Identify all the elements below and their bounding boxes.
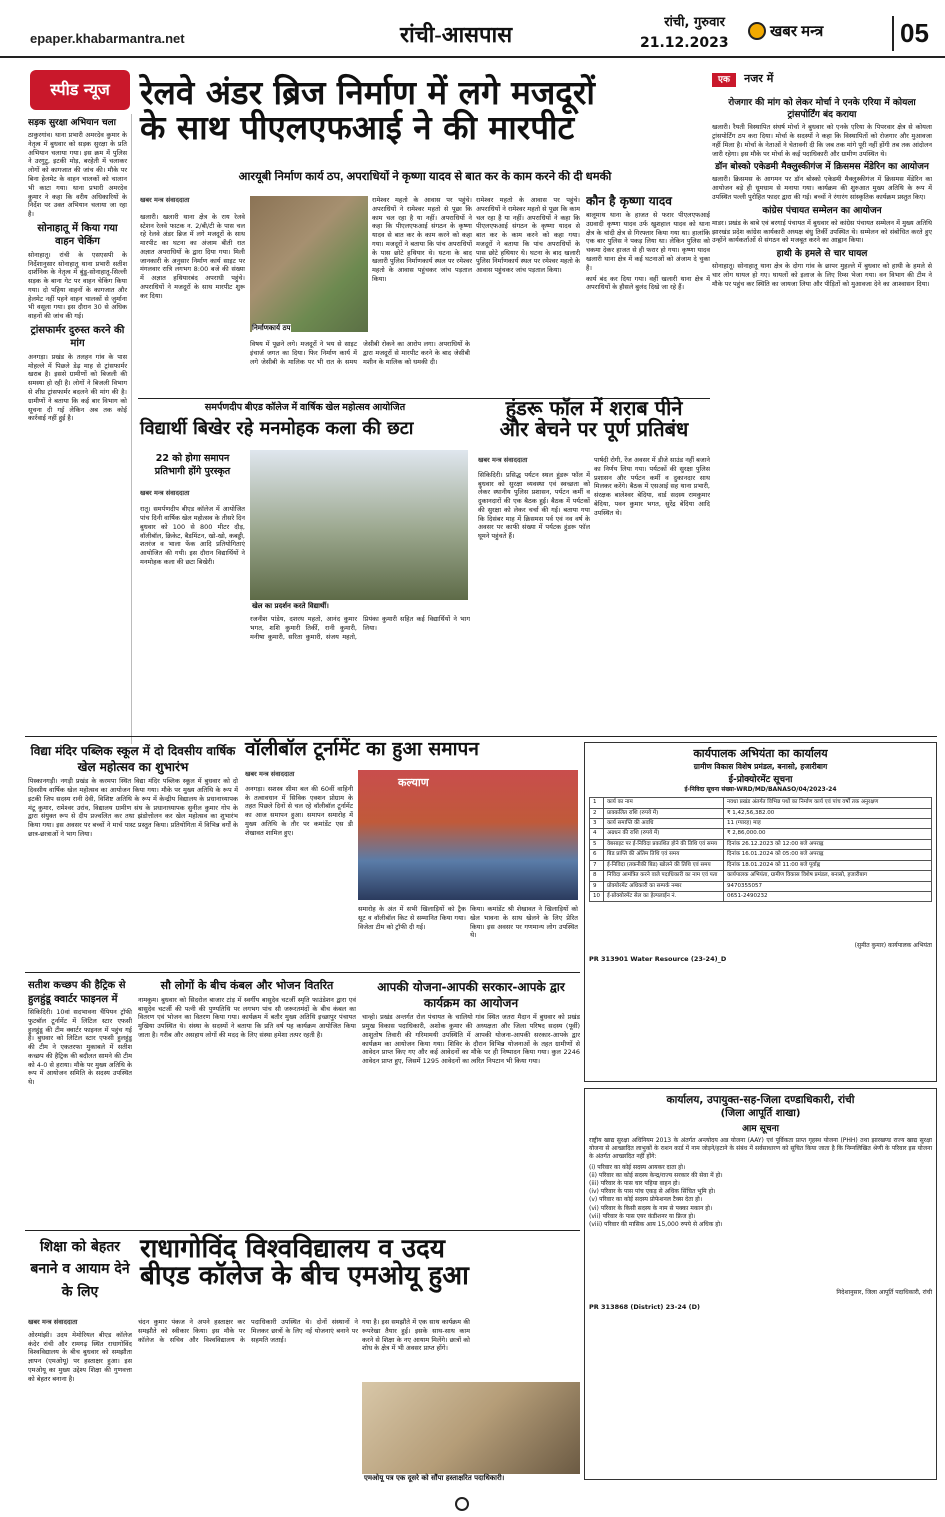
food-list-item: (iii) परिवार के पास चार पहिया वाहन हो। xyxy=(589,1180,680,1188)
lead-col3 xyxy=(372,196,472,346)
story-text: नामकुम। बुधवार को सिदरोल बाजार टांड़ में स्वर्गीय बासुदेव चटर्जी स्मृति फाउंडेशन द्वारा एवं बासुदेव चटर्जी की पत्नी की पुण्यतिथि पर लगभग पांच सौ जरूरतमंदों के बीच कंबल का वितरण एवं भोजन का वितरण किया गया। कार्यक्रम में बतौर मुख्य अतिथि इच्छापुर पंचायत मुखिया उपस्थित थे। संस्था के सदस्यों ने बताया कि प्रति वर्ष यह कार्यक्रम आयोजित किया जाता है। गरीब और असहाय लोगों की मदद के लिए संस्था हमेशा तत्पर रहती है। xyxy=(138,995,356,1039)
school-headline[interactable]: विद्या मंदिर पब्लिक स्कूल में दो दिवसीय वार्षिक खेल महोत्सव का शुभारंभ xyxy=(30,744,236,775)
tender-cell: 0651-2490232 xyxy=(724,892,932,902)
tender-cell: निविदा आमंत्रित करने वाले पदाधिकारी का नाम एवं पता xyxy=(604,871,724,881)
tender-cell: 6 xyxy=(590,850,604,860)
tender-cell: 11 (ग्यारह) माह xyxy=(724,819,932,829)
sports-headline[interactable]: विद्यार्थी बिखेर रहे मनमोहक कला की छटा xyxy=(140,418,414,439)
tender-row xyxy=(590,808,932,818)
byline: खबर मन्त्र संवाददाता xyxy=(245,770,295,778)
news-text: माडर। प्रखंड के बाबे एवं बरगाई पंचायत में बुधवार को कांग्रेस पंचायत सम्मेलन में मुख्य अतिथि झारखंड प्रदेश कांग्रेस कार्यकारी अध्यक्ष बंधु तिर्की उपस्थित थे। सम्मेलन को संबोधित करते हुए उन्होंने कार्यकर्ताओं से संगठन को मजबूत करने का आह्वान किया। xyxy=(712,218,932,245)
tender-cell: 1 xyxy=(590,798,604,808)
sports-col1 xyxy=(140,450,245,730)
mou-photo xyxy=(362,1382,580,1474)
tender-cell: कार्य समाप्ति की अवधि xyxy=(604,819,724,829)
byline: खबर मन्त्र संवाददाता xyxy=(140,196,190,204)
food-list-item: (vi) परिवार के किसी सदस्य के नाम से पक्का मकान हो। xyxy=(589,1204,713,1212)
crosshair-icon xyxy=(455,1497,469,1511)
tender-row xyxy=(590,881,932,891)
sidebox-text: बालूमाथ थाना के हाजत से फरार पीएलएफआई उग्रवादी कृष्णा यादव उर्फ खुशहाल यादव को थाना क्षेत्र के चांदी क्षेत्र से गिरफ्तार किया गया था। हालांकि एक बार पुलिस ने पकड़ लिया था। लेकिन पुलिस को चकमा देकर हाजत से ही फरार हो गया। कृष्णा यादव खलारी थाना क्षेत्र में कई घटनाओं को अंजाम दे चुका है। xyxy=(586,211,710,272)
story-text: सिकिदिरी। प्रसिद्ध पर्यटन स्थल हुंडरू फॉल में बुधवार को सुरक्षा व्यवस्था एवं स्वच्छता को लेकर स्थानीय पुलिस प्रशासन, पर्यटन कर्मी व दुकानदारों की एक बैठक हुई। बैठक में पर्यटकों की सुरक्षा को लेकर चर्चा की गई। बताया गया कि दिसंबर माह में क्रिसमस पर्व एवं नव वर्ष के अवसर पर काफी संख्या में पर्यटक हुंडरू फॉल घूमने पहुंचते हैं। xyxy=(478,470,590,541)
tender-cell: कार्यपालक अभियंता, ग्रामीण विकास विशेष प्रमंडल, बनासो, हजारीबाग xyxy=(724,871,932,881)
tender-cell: प्राक्कलित राशि (रुपये में) xyxy=(604,808,724,818)
tender-row xyxy=(590,871,932,881)
tender-cell: ई-निविदा (तकनीकी बिड) खोलने की तिथि एवं समय xyxy=(604,860,724,870)
food-list-item: (v) परिवार का कोई सदस्य प्रोफेशनल टैक्स देता हो। xyxy=(589,1196,703,1204)
news-title[interactable]: सड़क सुरक्षा अभियान चला xyxy=(28,118,116,128)
page-number: 05 xyxy=(892,16,929,51)
tender-cell: दिनांक 18.01.2024 को 11:00 बजे पूर्वाह्न xyxy=(724,860,932,870)
tender-cell: नवधा प्रखंड अंतर्गत विभिन्न पथों का निर्माण कार्य एवं पांच वर्षों तक अनुरक्षण xyxy=(724,798,932,808)
story-text: रामेश्वर महतो के आवास पर पहुंचे। अपराधियों ने रामेश्वर महतो से पूछा कि काम चल रहा है या नहीं। अपराधियों ने कहा कि पीएलएफआई संगठन के कृष्णा यादव से बात कर के काम करने को कहा गया। मजदूरों ने बताया कि पांच अपराधियों के पास छोटे हथियार थे। घटना के बाद खलारी पुलिस निर्माणकार्य स्थल पर रमेश्वर महतो के आवास पहुंचकर जांच पड़ताल किया। xyxy=(476,196,580,275)
tender-row xyxy=(590,819,932,829)
site-url[interactable]: epaper.khabarmantra.net xyxy=(30,31,185,46)
news-text: खलारी। रैयती विस्थापित संघर्ष मोर्चा ने बुधवार को एनके एरिया के पिपरवार क्षेत्र से कोयला ट्रांसपोर्टिंग ठप करा दिया। मोर्चा के सदस्यों ने कहा कि विस्थापितों को रोजगार और मुआवजा नहीं मिला है। मोर्चा के नेताओं ने चेतावनी दी कि जब तक मांगे पूरी नहीं होंगी तब तक आंदोलन जारी रहेगा। इस मौके पर मोर्चा के कई पदाधिकारी और ग्रामीण उपस्थित थे। xyxy=(712,123,932,158)
football-headline[interactable]: सतीश कच्छप की हैट्रिक से हुलहुंडू क्वार्टर फाइनल में xyxy=(28,980,126,1005)
tender-cell: ₹ 2,86,000.00 xyxy=(724,829,932,839)
story-text: रातू। समर्पणदीप बीएड कॉलेज में आयोजित पांच दिनी वार्षिक खेल महोत्सव के तीसरे दिन बुधवार को 100 से 800 मीटर दौड़, वॉलीबॉल, क्रिकेट, बैडमिंटन, खो-खो, कबड्डी, शतरंज व भाला फेंक आदि प्रतियोगिताएं आयोजित की गयी। इस दौरान विद्यार्थियों ने मनमोहक कला की छटा बिखेरी। xyxy=(140,505,245,566)
byline: खबर मन्त्र संवाददाता xyxy=(140,488,190,497)
tender-row xyxy=(590,829,932,839)
food-list-item: (vii) परिवार के पास एयर कंडीशनर या फ्रिज हो। xyxy=(589,1212,696,1220)
tender-cell: 5 xyxy=(590,839,604,849)
waterfall-headline[interactable] xyxy=(478,398,710,440)
news-text: सोनाहातू। रांची के एसएसपी के निर्देशानुसार सोनाहातू थाना प्रभारी सतीश दार्शनिक के नेतृत्व में बुंडू-सोनाहातू-सिल्ली सड़क के बाना गेट पर वाहन चेकिंग किया गया। दो पहिया वाहनों के कागजात और हेलमेट नहीं पहने वाहन चालकों से जुर्माना भी वसूला गया। इस दौरान 30 से अधिक वाहनों की जांच की गई। xyxy=(28,250,127,321)
speed-news-badge xyxy=(30,70,130,110)
story-text: किया। कमांडेंट श्री शेखावत ने खिलाड़ियों को खेल भावना के साथ खेलने के लिए प्रेरित किया। इस अवसर पर गणमान्य लोग उपस्थित थे। xyxy=(470,905,578,940)
food-subtitle: (जिला आपूर्ति शाखा) xyxy=(720,1108,801,1120)
nazar-column xyxy=(712,94,932,730)
food-item-list xyxy=(589,1164,932,1229)
lead-headline[interactable] xyxy=(140,73,710,147)
tender-cell: कार्य का नाम xyxy=(604,798,724,808)
food-list-item: (iv) परिवार के पास पांच एकड़ से अधिक सिंचित भूमि हो। xyxy=(589,1188,716,1196)
tender-cell: दिनांक 16.01.2024 को 05:00 बजे अपराह्न xyxy=(724,850,932,860)
story-text: विषय में पूछने लगे। मजदूरों ने भय से साइट इंचार्ज जगत का दिया। फिर निर्माण कार्य में लगे जेसीबी के मालिक पर भी रात के समय जेसीबी रोकने का आरोप लगा। अपराधियों के द्वारा मजदूरों से मारपीट करने के बाद जेसीबी मशीन के मालिक को धमकी दी। xyxy=(250,340,470,366)
tender-cell: वेबसाइट पर ई-निविदा प्रकाशित होने की तिथि एवं समय xyxy=(604,839,724,849)
construction-photo xyxy=(250,196,368,332)
tender-table xyxy=(589,797,932,902)
volleyball-headline[interactable]: वॉलीबॉल टूर्नामेंट का हुआ समापन xyxy=(245,738,479,760)
krishna-sidebox xyxy=(586,190,710,390)
tender-cell: बिड प्राप्ति की अंतिम तिथि एवं समय xyxy=(604,850,724,860)
photo-caption: एमओयू पत्र एक दूसरे को सौंपा हस्ताक्षरित पदाधिकारी। xyxy=(364,1474,505,1482)
nazar-header xyxy=(712,72,937,90)
tender-cell: 4 xyxy=(590,829,604,839)
food-sign: निदेशानुसार, जिला आपूर्ति पदाधिकारी, रांची xyxy=(836,1288,932,1296)
sports-photo xyxy=(250,450,468,600)
nazar-tag: एक xyxy=(712,73,736,87)
tender-pr: PR 313901 Water Resource (23-24)_D xyxy=(589,954,727,963)
news-text: खलारी। क्रिसमस के आगमन पर डॉन बोस्को एकेडमी मैक्लुस्कीगंज में क्रिसमस मेंडेरिन का आयोजन बड़े ही धूमधाम से मनाया गया। कार्यक्रम की शुरुआत मुख्य अतिथि के रूप में उपस्थित पल्ली पुरोहित फादर द्वारा की गई। बच्चों ने रंगारंग सांस्कृतिक कार्यक्रम प्रस्तुत किए। xyxy=(712,175,932,202)
mou-headline[interactable] xyxy=(140,1236,580,1291)
volleyball-photo xyxy=(358,770,578,900)
tender-cell: ₹ 1,42,56,382.00 xyxy=(724,808,932,818)
story-text: सिकिदिरी। 10वां सदभावना चैंपियन ट्रॉफी फुटबॉल टूर्नामेंट में लिटिल स्टार एफसी हुलहुंडू की टीम क्वार्टर फाइनल में पहुंच गई है। बुधवार को लिटिल स्टार एफसी हुलहुंडू की टीम ने एकतरफा मुकाबले में सतीश कच्छप की हैट्रिक की बदौलत सामने की टीम को 4-0 से हराया। मौके पर मुख्य अतिथि के रूप में आयोजन समिति के सदस्य उपस्थित थे। xyxy=(28,1008,132,1087)
sports-kicker: समर्पणदीप बीएड कॉलेज में वार्षिक खेल महोत्सव आयोजित xyxy=(204,402,406,413)
food-head: आम सूचना xyxy=(742,1123,779,1134)
tender-cell: 9 xyxy=(590,881,604,891)
tender-cell: 2 xyxy=(590,808,604,818)
food-text: राष्ट्रीय खाद्य सुरक्षा अधिनियम 2013 के अंतर्गत अन्त्योदय अन्न योजना (AAY) एवं पूर्विकता प्राप्त गृहस्थ योजना (PHH) तथा झारखण्ड राज्य खाद्य सुरक्षा योजना से आच्छादित लाभुकों के राशन कार्ड में नाम जोड़ने/हटाने के संबंध में सर्वसाधारण को सूचित किया जाता है कि निम्नलिखित श्रेणी के परिवार इस योजना के अंतर्गत आच्छादित नहीं होंगे: xyxy=(589,1136,932,1160)
byline: खबर मन्त्र संवाददाता xyxy=(478,456,528,464)
food-list-item: (viii) परिवार की मासिक आय 15,000 रुपये से अधिक हो। xyxy=(589,1220,723,1228)
football-story xyxy=(28,976,132,1226)
sports-side-title: 22 को होगा समापन प्रतिभागी होंगे पुरस्कृत xyxy=(154,453,231,477)
food-pr: PR 313868 (District) 23-24 (D) xyxy=(589,1302,701,1311)
tender-cell: 7 xyxy=(590,860,604,870)
story-text: पिस्कानगड़ी। नगड़ी प्रखंड के करमपा स्थित विद्या मंदिर पब्लिक स्कूल में बुधवार को दो दिवसीय वार्षिक खेल महोत्सव का आयोजन किया गया। मौके पर मुख्य अतिथि के रूप में इटकी जिप सदस्य रानी देवी, विशिष्ट अतिथि के रूप में केन्द्रीय विद्यालय के प्रधानाध्यापक मंटू कुमार, रामेश्वर उरांव, विद्यालय ग्रामीण संघ के प्रधानाध्यापक सुनील कुमार गोप के द्वारा संयुक्त रूप से दीप प्रज्वलित कर तथा झंडोत्तोलन कर खेल महोत्सव का शुभारंभ किया गया। इस अवसर पर बच्चों ने मार्च पास्ट प्रस्तुत किया। प्रतियोगिता में विभिन्न वर्गों के छात्र-छात्राओं ने भाग लिया। xyxy=(28,777,238,838)
story-text: पार्षदी रोगी, रेंज अवसर में डीजे साउंड नहीं बजाने का निर्णय लिया गया। पर्यटकों की सुरक्षा पुलिस प्रशासन और पर्यटन कर्मी व दुकानदार साथ मिलकर करेंगे। बैठक में एसआई सह थाना प्रभारी, संरक्षक बालेश्वर बेदिया, वार्ड सदस्य रामकुमार बेदिया, पवन कुमार भगत, सुरेंद्र बेदिया आदि उपस्थित थे। xyxy=(594,456,710,517)
tender-row xyxy=(590,860,932,870)
lead-headline-line1: रेलवे अंडर ब्रिज निर्माण में लगे मजदूरों xyxy=(140,73,595,112)
story-text: ओरमांझी। उदय मेमोरियल बीएड कॉलेज कंदेर रांची और रामगढ़ स्थित राधागोविंद विश्वविद्यालय के बीच बुधवार को समझौता ज्ञापन (एमओयू) पर हस्ताक्षर हुआ। इस एमओयू का मुख्य उद्देश्य शिक्षा की गुणवत्ता को बेहतर बनाना है। xyxy=(28,1330,132,1383)
story-text: चंदन कुमार पंकज ने अपने हस्ताक्षर कर समझौते को स्वीकार किया। इस मौके पर कॉलेज के सचिव और विश्वविद्यालय के पदाधिकारी उपस्थित थे। दोनों संस्थानों ने मिलकर छात्रों के लिए नई योजनाएं बनाने पर सहमति जताई। xyxy=(138,1318,358,1344)
header-date: 21.12.2023 xyxy=(640,35,729,51)
divider xyxy=(25,1230,580,1231)
tender-ref: ई-निविदा सूचना संख्या-WRD/MD/BANASO/04/2023-24 xyxy=(684,786,837,794)
tender-notice xyxy=(584,742,937,1082)
sports-col2 xyxy=(250,615,470,730)
story-text: अनगड़ा। सशस्त्र सीमा बल की 60वीं वाहिनी के तत्वावधान में सिविक एक्शन प्रोग्राम के तहत पिछले दिनों से चल रहे वॉलीबॉल टूर्नामेंट का आज समापन हुआ। समापन समारोह में मुख्य अतिथि के तौर पर कमांडेंट एस डी शेखावत शामिल हुए। xyxy=(245,784,353,837)
tender-row xyxy=(590,850,932,860)
story-text: कार्य बंद कर दिया गया। वहीं खलारी थाना क्षेत्र में अपराधियों के हौसले बुलंद दिखे जा रहे हैं। xyxy=(586,274,710,292)
mou-headline-line2: बीएड कॉलेज के बीच एमओयू हुआ xyxy=(140,1261,469,1292)
tender-cell: प्रोक्योरमेंट अधिकारी का सम्पर्क नम्बर xyxy=(604,881,724,891)
news-title[interactable]: डॉन बोस्को एकेडमी मैक्लुस्कीगंज में क्रिसमस मेंडेरिन का आयोजन xyxy=(715,162,929,173)
waterfall-headline-line1: हुंडरू फॉल में शराब पीने xyxy=(505,396,683,420)
story-text: गया है। इस समझौते में एक साथ कार्यक्रम की रूपरेखा तैयार हुई। इसके साथ-साथ काम करने से शिक्षा के नए आयाम मिलेंगे। छात्रों को शोध के क्षेत्र में भी अवसर प्राप्त होंगे। xyxy=(362,1318,470,1353)
govt-headline[interactable]: आपकी योजना-आपकी सरकार-आपके द्वार कार्यक्रम का आयोजन xyxy=(377,980,565,1011)
lead-headline-line2: के साथ पीएलएफआई ने की मारपीट xyxy=(140,107,575,147)
tender-cell: दिनांक 26.12.2023 को 12:00 बजे अपराह्न xyxy=(724,839,932,849)
mou-col3 xyxy=(362,1318,470,1378)
badge-label: स्पीड न्यूज xyxy=(50,80,110,99)
divider xyxy=(25,972,580,973)
food-supply-notice xyxy=(584,1088,937,1480)
news-title[interactable]: रोजगार की मांग को लेकर मोर्चा ने एनके एरिया में कोयला ट्रांसपोर्टिंग बंद कराया xyxy=(728,98,916,121)
story-text: चान्हो। प्रखंड अन्तर्गत रोल पंचायत के चालियो गांव स्थित जतरा मैदान में बुधवार को प्रखंड प्रमुख विकास पदाधिकारी, अशोक कुमार की अध्यक्षता और जिला परिषद सदस्य (पूर्वी) आशुतोष तिवारी की गरिमामयी उपस्थिति में आपकी योजना-आपकी सरकार-आपके द्वार कार्यक्रम का आयोजन किया गया। शिविर के दौरान विभिन्न योजनाओं के तहत ग्रामीणों से आवेदन प्राप्त किए गए और कई आवेदनों का मौके पर ही निष्पादन किया गया। कुल 2246 आवेदन प्राप्त हुए, जिसमें 1295 आवेदनों का त्वरित निपटान भी किया गया। xyxy=(362,1013,580,1066)
waterfall-col2 xyxy=(594,456,710,731)
blankets-headline[interactable]: सौ लोगों के बीच कंबल और भोजन वितरित xyxy=(160,979,334,992)
left-news-column xyxy=(28,114,132,744)
news-text: अनगड़ा। प्रखंड के तलहन गांव के पास मोहल्ले में पिछले डेढ़ माह से ट्रांसफार्मर खराब है। इससे ग्रामीणों को बिजली की समस्या हो रही है। लोगों ने बिजली विभाग से शीघ्र ट्रांसफार्मर बदलने की मांग की है। ग्रामीणों ने बताया कि कई बार विभाग को सूचना दी गई लेकिन अब तक कोई कार्रवाई नहीं हुई है। xyxy=(28,352,127,423)
tender-cell: 9470355057 xyxy=(724,881,932,891)
nazar-label: नजर में xyxy=(744,72,774,85)
tender-sign: (सुमीत कुमार) कार्यपालक अभियंता xyxy=(854,942,932,950)
news-text: सोनाहातू। सोनाहातू थाना क्षेत्र के दोगा गांव के छापर मुहल्ले में बुधवार को हाथी के हमले से चार लोग घायल हो गए। घायलों को इलाज के लिए रिम्स भेजा गया। वन विभाग की टीम ने मौके पर पहुंच कर स्थिति का जायजा लिया और पीड़ितों को मुआवजा देने का आश्वासन दिया। xyxy=(712,262,932,288)
story-text: समारोह के अंत में सभी खिलाड़ियों को ट्रैक सूट व वॉलीबॉल किट से सम्मानित किया गया। विजेता टीम को ट्रॉफी दी गई। xyxy=(358,905,466,931)
divider xyxy=(25,736,937,737)
waterfall-col1 xyxy=(478,456,590,731)
lead-subhead: आरयूबी निर्माण कार्य ठप, अपराधियों ने कृष्णा यादव से बात कर के काम करने की दी धमकी xyxy=(238,171,612,183)
banner-text: कल्याण xyxy=(398,776,429,789)
tender-cell: 8 xyxy=(590,871,604,881)
food-title: कार्यालय, उपायुक्त-सह-जिला दण्डाधिकारी, रांची xyxy=(666,1094,855,1106)
header-city-day: रांची, गुरुवार xyxy=(664,15,725,30)
news-text: ठाकुरगांव। थाना प्रभारी अमरदेव कुमार के नेतृत्व में बुधवार को सड़क सुरक्षा के प्रति अभियान चलाया गया। इस क्रम में पुलिस ने उरगुटु, इटकी मोड़, बरहेती में चलाकर लोगों को कागजात की जांच की। मौके पर बिना हेलमेट के वाहन चालकों को चालान भी काटा गया। थाना प्रभारी अमरदेव कुमार ने कहा कि वरीय अधिकारियों के निर्देश पर उक्त अभियान चलाया जा रहा है। xyxy=(28,131,127,219)
lead-col4 xyxy=(476,196,580,396)
tender-row xyxy=(590,892,932,902)
story-text: खलारी। खलारी थाना क्षेत्र के राय रेलवे स्टेशन रेलवे फाटक न. 2/बी/टी के पास चल रहे रेलवे अंडर ब्रिज में लगे मजदूरों के साथ मारपीट का घटना का अंजाम बीती रात अज्ञात अपराधियों के द्वारा दिया गया। मिली जानकारी के अनुसार निर्माण कार्य साइट पर मंगलवार रात्रि लगभग 8:00 बजे की संख्या में अज्ञात हथियारबंद अपराधी पहुंचे। अपराधियों ने मजदूरों के साथ मारपीट शुरू कर दिया। xyxy=(140,212,245,300)
tender-cell: 3 xyxy=(590,819,604,829)
photo-caption: निर्माणकार्य ठप xyxy=(252,324,291,332)
news-title[interactable]: ट्रांसफार्मर दुरुस्त करने की मांग xyxy=(30,324,125,350)
byline: खबर मन्त्र संवाददाता xyxy=(28,1318,78,1326)
tender-cell: अग्रधन की राशि (रुपये में) xyxy=(604,829,724,839)
govt-program-story xyxy=(362,976,580,1226)
waterfall-headline-line2: और बेचने पर पूर्ण प्रतिबंध xyxy=(499,417,689,441)
story-text: रजनीश पांडेय, दशरथ महतो, आनंद कुमार भगत, शशि कुमारी तिर्की, रानी कुमारी, मनीषा कुमारी, सरिता कुमारी, संजय महतो, प्रियंका कुमारी सहित कई विद्यार्थियों ने भाग लिया। xyxy=(250,615,470,641)
mou-col1 xyxy=(28,1318,132,1478)
mou-left-headline: शिक्षा को बेहतर बनाने व आयाम देने के लिए xyxy=(30,1239,130,1300)
brand-name: खबर मन्त्र xyxy=(770,23,824,40)
tender-subtitle: ग्रामीण विकास विशेष प्रमंडल, बनासो, हजारीबाग xyxy=(693,761,828,771)
food-list-item: (ii) परिवार का कोई सदस्य केन्द्र/राज्य सरकार की सेवा में हो। xyxy=(589,1172,723,1180)
volleyball-col2 xyxy=(358,905,466,970)
mou-headline-line1: राधागोविंद विश्वविद्यालय व उदय xyxy=(140,1234,445,1264)
news-title[interactable]: हाथी के हमले से चार घायल xyxy=(776,249,868,260)
news-title[interactable]: सोनाहातू में किया गया वाहन चेकिंग xyxy=(37,222,118,248)
sidebox-title: कौन है कृष्णा यादव xyxy=(586,194,672,208)
blankets-story xyxy=(138,976,356,1226)
brand-logo-icon xyxy=(748,22,766,40)
lead-col2 xyxy=(250,340,470,400)
section-title: रांची-आसपास xyxy=(400,22,513,47)
school-meet xyxy=(28,740,238,968)
volleyball-col3 xyxy=(470,905,578,970)
volleyball-col1 xyxy=(245,770,353,970)
food-list-item: (i) परिवार का कोई सदस्य आयकर दाता हो। xyxy=(589,1164,686,1172)
story-text: रामेश्वर महतो के आवास पर पहुंचे। अपराधियों ने रामेश्वर महतो से पूछा कि काम चल रहा है या नहीं। अपराधियों ने कहा कि पीएलएफआई संगठन के कृष्णा यादव से बात कर के काम करने को कहा गया। मजदूरों ने बताया कि पांच अपराधियों के पास छोटे हथियार थे। घटना के बाद खलारी पुलिस निर्माणकार्य स्थल पर रमेश्वर महतो के आवास पहुंचकर जांच पड़ताल किया। xyxy=(372,196,472,283)
tender-cell: 10 xyxy=(590,892,604,902)
tender-cell: ई-प्रोक्योरमेंट सेल का हेल्पलाईन नं. xyxy=(604,892,724,902)
news-title[interactable]: कांग्रेस पंचायत सम्मेलन का आयोजन xyxy=(762,205,882,216)
tender-row xyxy=(590,839,932,849)
tender-title: कार्यपालक अभियंता का कार्यालय xyxy=(693,747,828,760)
mou-col2 xyxy=(138,1318,358,1478)
photo-caption: खेल का प्रदर्शन करते विद्यार्थी। xyxy=(252,602,329,610)
tender-notice-head: ई-प्रोक्योरमेंट सूचना xyxy=(728,774,793,785)
tender-row xyxy=(590,798,932,808)
